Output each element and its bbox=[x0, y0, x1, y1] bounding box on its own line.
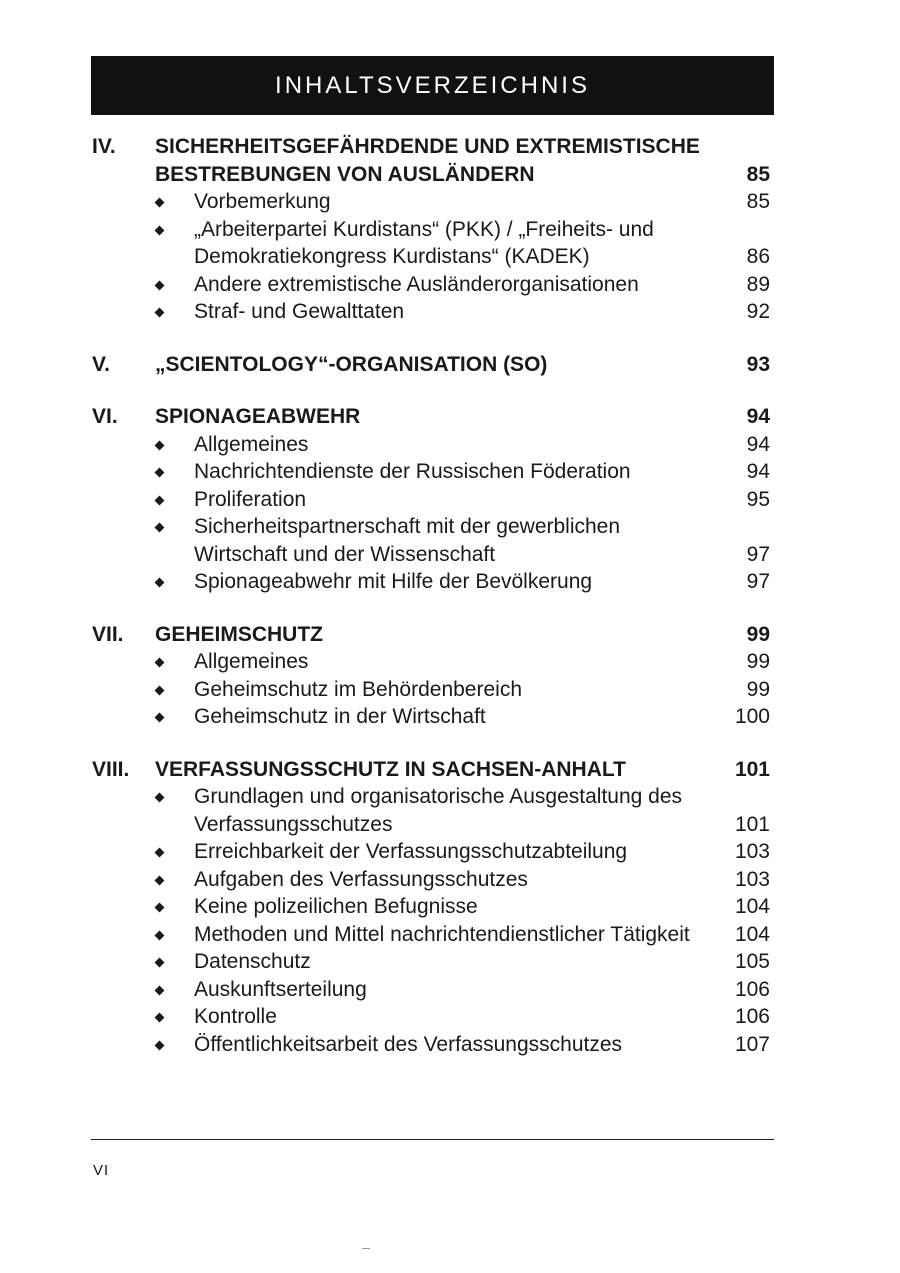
entry-page: 97 bbox=[746, 570, 770, 593]
entry-title: Kontrolle bbox=[194, 1005, 277, 1028]
toc-entry[interactable] bbox=[92, 431, 774, 459]
entry-title: Andere extremistische Ausländerorganisationen bbox=[194, 272, 639, 296]
entry-page: 106 bbox=[734, 1005, 770, 1028]
toc-entry[interactable] bbox=[92, 216, 774, 271]
entry-page: 94 bbox=[746, 460, 770, 483]
entry-title: Spionageabwehr mit Hilfe der Bevölkerung bbox=[194, 570, 593, 593]
entry-page: 85 bbox=[746, 190, 770, 213]
toc-banner bbox=[91, 56, 774, 115]
section-heading[interactable] bbox=[92, 403, 774, 431]
toc-entry[interactable] bbox=[92, 271, 774, 299]
toc-entry[interactable] bbox=[92, 893, 774, 921]
diamond-bullet-icon bbox=[155, 468, 165, 478]
entry-page: 100 bbox=[734, 705, 770, 728]
diamond-bullet-icon bbox=[155, 875, 165, 885]
toc-entry[interactable] bbox=[92, 676, 774, 704]
toc-entry[interactable] bbox=[92, 1031, 774, 1059]
section-heading[interactable] bbox=[92, 133, 774, 188]
footer-page-number: VI bbox=[93, 1162, 110, 1179]
entry-title: Grundlagen und organisatorische Ausgestaltung des Verfassungsschutzes bbox=[194, 785, 683, 836]
section-title: VERFASSUNGSSCHUTZ IN SACHSEN-ANHALT bbox=[155, 757, 626, 781]
entry-page: 104 bbox=[734, 922, 770, 946]
entry-page: 89 bbox=[746, 272, 770, 296]
diamond-bullet-icon bbox=[155, 280, 165, 290]
entry-title: Erreichbarkeit der Verfassungsschutzabteilung bbox=[194, 840, 628, 863]
diamond-bullet-icon bbox=[155, 225, 165, 235]
entry-title: Allgemeines bbox=[194, 432, 309, 456]
entry-page: 99 bbox=[746, 650, 770, 673]
entry-page: 95 bbox=[746, 487, 770, 511]
entry-title: Öffentlichkeitsarbeit des Verfassungsschutzes bbox=[194, 1032, 623, 1056]
section-page: 101 bbox=[734, 757, 770, 781]
entry-title: Nachrichtendienste der Russischen Föderation bbox=[194, 460, 631, 483]
entry-title: Sicherheitspartnerschaft mit der gewerblichen Wirtschaft und der Wissenschaft bbox=[194, 515, 621, 566]
table-of-contents bbox=[92, 133, 774, 1083]
toc-entry[interactable] bbox=[92, 838, 774, 866]
diamond-bullet-icon bbox=[155, 985, 165, 995]
section-title: SICHERHEITSGEFÄHRDENDE UND EXTREMISTISCHE BESTREBUNGEN VON AUSLÄNDERN bbox=[155, 135, 700, 186]
toc-section-iv bbox=[92, 133, 774, 326]
diamond-bullet-icon bbox=[155, 495, 165, 505]
entry-title: „Arbeiterpartei Kurdistans“ (PKK) / „Freiheits- und Demokratiekongress Kurdistans“ (KADEK) bbox=[194, 217, 654, 268]
toc-entry[interactable] bbox=[92, 458, 774, 486]
toc-section-vii bbox=[92, 621, 774, 731]
entry-page: 86 bbox=[746, 245, 770, 268]
entry-page: 99 bbox=[746, 677, 770, 701]
entry-title: Methoden und Mittel nachrichtendienstlicher Tätigkeit bbox=[194, 922, 690, 946]
diamond-bullet-icon bbox=[155, 848, 165, 858]
scan-mark bbox=[362, 1248, 370, 1249]
toc-entry[interactable] bbox=[92, 703, 774, 731]
section-title: SPIONAGEABWEHR bbox=[155, 405, 361, 428]
section-number: VIII. bbox=[92, 757, 130, 781]
section-heading[interactable] bbox=[92, 756, 774, 784]
entry-page: 92 bbox=[746, 300, 770, 323]
entry-page: 94 bbox=[746, 432, 770, 456]
entry-page: 97 bbox=[746, 542, 770, 566]
toc-section-viii bbox=[92, 756, 774, 1059]
toc-entry[interactable] bbox=[92, 921, 774, 949]
section-heading[interactable] bbox=[92, 621, 774, 649]
toc-entry[interactable] bbox=[92, 568, 774, 596]
entry-title: Allgemeines bbox=[194, 650, 309, 673]
diamond-bullet-icon bbox=[155, 1013, 165, 1023]
section-number: V. bbox=[92, 352, 110, 376]
diamond-bullet-icon bbox=[155, 903, 165, 913]
entry-title: Aufgaben des Verfassungsschutzes bbox=[194, 867, 528, 891]
section-page: 93 bbox=[746, 352, 770, 376]
footer-divider bbox=[91, 1139, 774, 1140]
diamond-bullet-icon bbox=[155, 930, 165, 940]
entry-page: 103 bbox=[734, 867, 770, 891]
toc-entry[interactable] bbox=[92, 866, 774, 894]
toc-entry[interactable] bbox=[92, 948, 774, 976]
entry-title: Vorbemerkung bbox=[194, 190, 331, 213]
entry-title: Datenschutz bbox=[194, 950, 311, 973]
toc-title: INHALTSVERZEICHNIS bbox=[275, 71, 590, 99]
diamond-bullet-icon bbox=[155, 578, 165, 588]
diamond-bullet-icon bbox=[155, 440, 165, 450]
entry-title: Proliferation bbox=[194, 487, 307, 511]
toc-entry[interactable] bbox=[92, 648, 774, 676]
section-page: 94 bbox=[746, 405, 770, 428]
entry-title: Auskunftserteilung bbox=[194, 977, 367, 1001]
diamond-bullet-icon bbox=[155, 793, 165, 803]
diamond-bullet-icon bbox=[155, 958, 165, 968]
section-page: 85 bbox=[746, 162, 770, 186]
section-title: „SCIENTOLOGY“-ORGANISATION (SO) bbox=[155, 352, 548, 376]
diamond-bullet-icon bbox=[155, 1040, 165, 1050]
diamond-bullet-icon bbox=[155, 308, 165, 318]
section-number: VI. bbox=[92, 405, 118, 428]
entry-title: Keine polizeilichen Befugnisse bbox=[194, 895, 478, 918]
toc-entry[interactable] bbox=[92, 783, 774, 838]
entry-title: Geheimschutz im Behördenbereich bbox=[194, 677, 523, 701]
section-page: 99 bbox=[746, 622, 770, 646]
section-number: VII. bbox=[92, 622, 124, 646]
entry-page: 101 bbox=[734, 812, 770, 836]
diamond-bullet-icon bbox=[155, 198, 165, 208]
entry-title: Geheimschutz in der Wirtschaft bbox=[194, 705, 486, 728]
entry-page: 106 bbox=[734, 977, 770, 1001]
diamond-bullet-icon bbox=[155, 713, 165, 723]
toc-section-vi bbox=[92, 403, 774, 596]
toc-entry[interactable] bbox=[92, 976, 774, 1004]
toc-entry[interactable] bbox=[92, 188, 774, 216]
diamond-bullet-icon bbox=[155, 523, 165, 533]
toc-entry[interactable] bbox=[92, 513, 774, 568]
toc-entry[interactable] bbox=[92, 486, 774, 514]
entry-page: 104 bbox=[734, 895, 770, 918]
entry-page: 107 bbox=[734, 1032, 770, 1056]
section-heading[interactable] bbox=[92, 351, 774, 379]
section-title: GEHEIMSCHUTZ bbox=[155, 622, 323, 646]
entry-title: Straf- und Gewalttaten bbox=[194, 300, 405, 323]
entry-page: 103 bbox=[734, 840, 770, 863]
toc-entry[interactable] bbox=[92, 1003, 774, 1031]
diamond-bullet-icon bbox=[155, 685, 165, 695]
toc-section-v bbox=[92, 351, 774, 379]
entry-page: 105 bbox=[734, 950, 770, 973]
section-number: IV. bbox=[92, 135, 116, 158]
diamond-bullet-icon bbox=[155, 658, 165, 668]
toc-entry[interactable] bbox=[92, 298, 774, 326]
